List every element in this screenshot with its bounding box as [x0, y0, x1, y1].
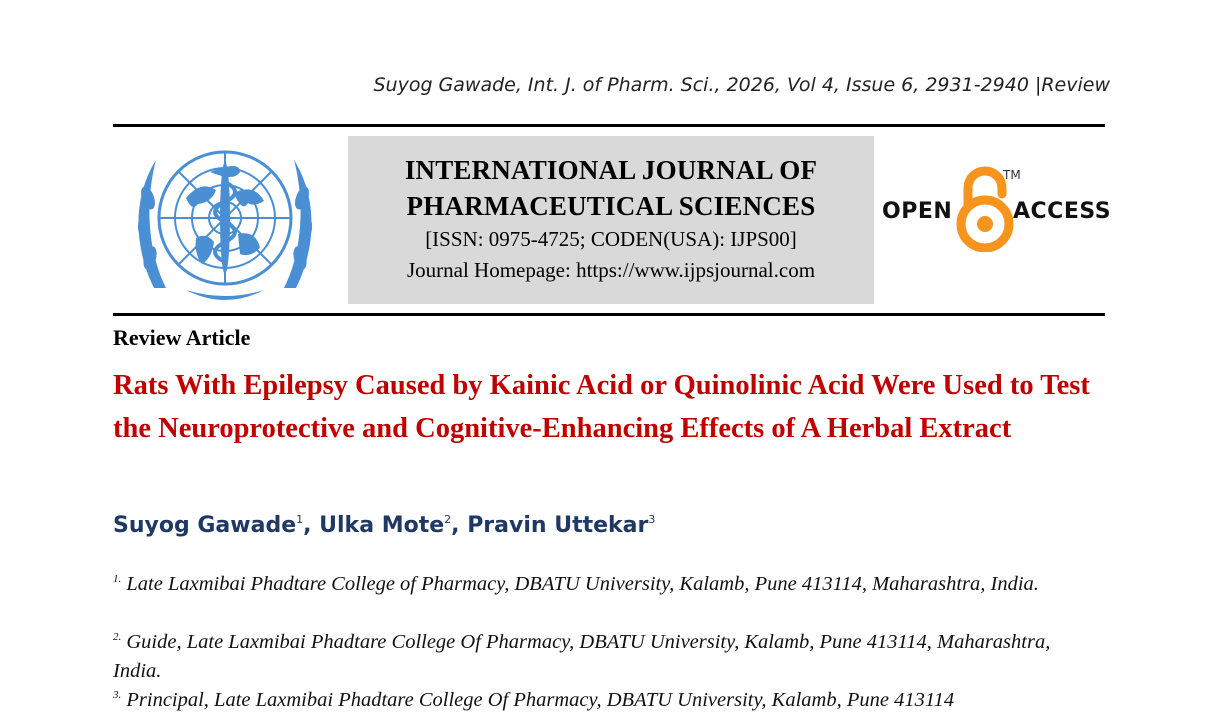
affiliation-number: 3. — [113, 689, 122, 701]
journal-masthead — [348, 136, 874, 304]
author-affiliation-marker: 1 — [296, 513, 304, 526]
author-name[interactable]: Pravin Uttekar — [467, 513, 649, 538]
affiliation-text: Principal, Late Laxmibai Phadtare College Of Pharmacy, DBATU University, Kalamb, Pune 413114 — [121, 689, 955, 711]
affiliation-text: Late Laxmibai Phadtare College of Pharmacy, DBATU University, Kalamb, Pune 413114, Maharashtra, India. — [121, 573, 1039, 595]
open-access-access-text: ACCESS — [1013, 199, 1112, 224]
article-title: Rats With Epilepsy Caused by Kainic Acid or Quinolinic Acid Were Used to Test the Neuroprotective and Cognitive-Enhancing Effects of A Herbal Extract — [113, 370, 1090, 444]
affiliation-item — [113, 565, 1073, 599]
author-name[interactable]: Ulka Mote — [319, 513, 445, 538]
journal-title-line2: PHARMACEUTICAL SCIENCES — [406, 191, 816, 221]
article-type-label: Review Article — [113, 325, 251, 350]
header-bottom-rule — [113, 313, 1105, 316]
journal-title-line1: INTERNATIONAL JOURNAL OF — [404, 155, 818, 185]
open-access-logo — [880, 166, 1112, 252]
affiliation-text: Guide, Late Laxmibai Phadtare College Of Pharmacy, DBATU University, Kalamb, Pune 413114, Maharashtra, India. — [113, 631, 1051, 682]
journal-emblem-logo — [126, 138, 324, 306]
affiliation-item — [113, 681, 1073, 715]
author-name[interactable]: Suyog Gawade — [113, 513, 297, 538]
open-access-open-text: OPEN — [882, 199, 953, 224]
affiliation-item — [113, 623, 1073, 686]
running-header-citation: Suyog Gawade, Int. J. of Pharm. Sci., 2026, Vol 4, Issue 6, 2931-2940 |Review — [373, 74, 1110, 96]
header-top-rule — [113, 124, 1105, 127]
author-affiliation-marker: 2 — [444, 513, 452, 526]
journal-homepage[interactable]: Journal Homepage: https://www.ijpsjournal.com — [406, 258, 816, 282]
author-separator: , — [303, 513, 320, 538]
author-list — [113, 513, 655, 538]
author-affiliation-marker: 3 — [648, 513, 656, 526]
affiliation-number: 1. — [113, 573, 122, 585]
affiliation-number: 2. — [113, 631, 122, 643]
journal-issn: [ISSN: 0975-4725; CODEN(USA): IJPS00] — [425, 227, 797, 251]
author-separator: , — [451, 513, 468, 538]
trademark-text: TM — [1003, 168, 1021, 182]
